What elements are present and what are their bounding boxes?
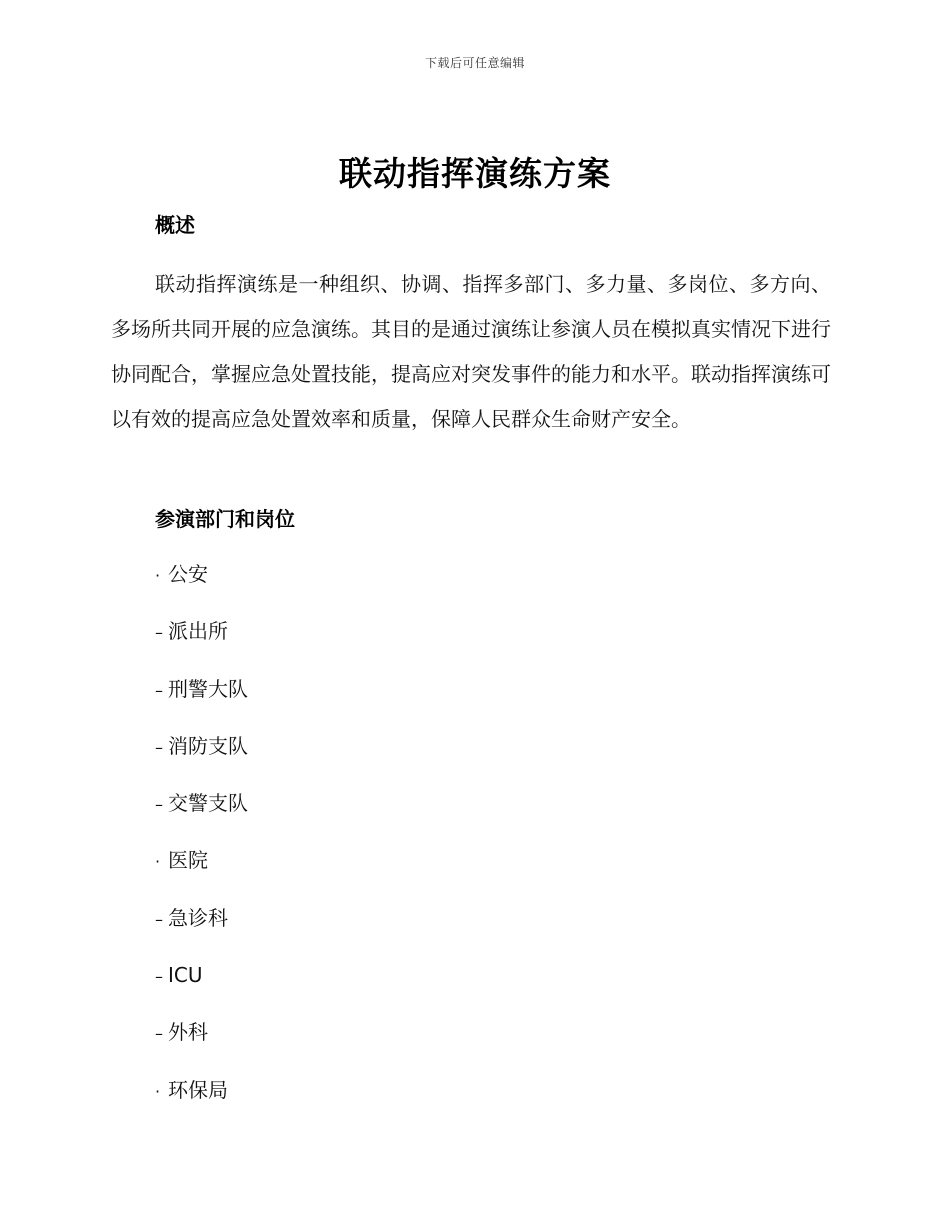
list-item — [155, 788, 248, 845]
page-header-note: 下载后可任意编辑 — [424, 56, 525, 70]
dash-marker: – — [155, 623, 163, 643]
dash-marker: – — [155, 680, 163, 700]
list-item-text: 医院 — [168, 848, 208, 873]
list-item-text: 外科 — [168, 1020, 208, 1045]
list-item-text: ICU — [168, 963, 203, 988]
list-item — [155, 674, 248, 731]
list-item — [155, 559, 248, 616]
list-item — [155, 960, 248, 1017]
document-title: 联动指挥演练方案 — [339, 154, 611, 193]
list-item-text: 急诊科 — [168, 905, 228, 930]
list-item — [155, 616, 248, 673]
list-item-text: 环保局 — [168, 1077, 228, 1102]
list-item-text: 公安 — [168, 562, 208, 586]
dash-marker: – — [155, 737, 163, 757]
overview-heading: 概述 — [155, 213, 195, 237]
departments-list — [155, 559, 248, 1132]
list-item — [155, 731, 248, 788]
dash-marker: – — [155, 795, 163, 815]
bullet-marker: · — [155, 1081, 161, 1101]
list-item-text: 刑警大队 — [168, 676, 248, 701]
list-item-text: 消防支队 — [168, 733, 248, 758]
dash-marker: – — [155, 909, 163, 929]
departments-heading: 参演部门和岗位 — [155, 507, 295, 531]
overview-paragraph: 联动指挥演练是一种组织、协调、指挥多部门、多力量、多岗位、多方向、多场所共同开展的应急演练。其目的是通过演练让参演人员在模拟真实情况下进行协同配合，掌握应急处置技能，提高应对突发事件的能力和水平。联动指挥演练可以有效的提高应急处置效率和质量，保障人民群众生命财产安全。 — [111, 272, 831, 431]
list-item — [155, 903, 248, 960]
list-item — [155, 845, 248, 902]
list-item — [155, 1075, 248, 1132]
dash-marker: – — [155, 1024, 163, 1044]
list-item — [155, 1017, 248, 1074]
list-item-text: 派出所 — [168, 619, 228, 644]
bullet-marker: · — [155, 566, 161, 585]
list-item-text: 交警支队 — [168, 791, 248, 816]
dash-marker: – — [155, 967, 163, 987]
bullet-marker: · — [155, 852, 161, 872]
